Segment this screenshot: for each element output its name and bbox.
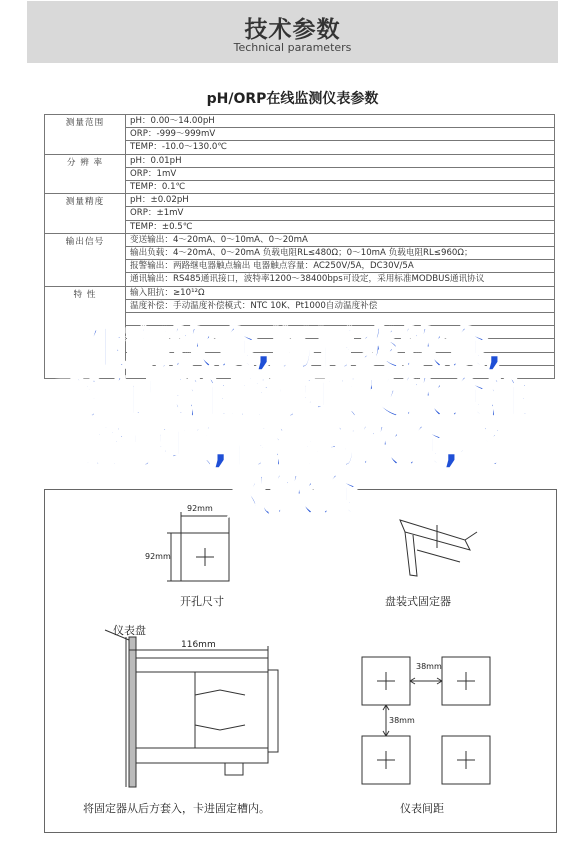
- spec-category: 分 辨 率: [45, 154, 126, 194]
- diagram-drawing: [45, 490, 556, 832]
- spec-category: 测量精度: [45, 194, 126, 234]
- spec-category: 输出信号: [45, 233, 126, 286]
- spec-category: 特 性: [45, 286, 126, 378]
- banner-title: 技术参数: [244, 17, 341, 43]
- overlay-line-2: 高血压注意事项及饮食注: [56, 373, 529, 424]
- spec-row: [45, 194, 555, 207]
- banner-subtitle: Technical parameters: [233, 41, 352, 54]
- spec-category: 测量范围: [45, 115, 126, 155]
- cutout-size-label: 开孔尺寸: [180, 595, 224, 608]
- mount-bracket-label: 盘装式固定器: [385, 595, 451, 608]
- spec-value: 输入阻抗：≥10¹²Ω: [126, 286, 555, 299]
- dim-116: 116mm: [181, 640, 216, 650]
- spec-value: ORP：1mV: [126, 167, 555, 180]
- mounting-bracket-drawing: [400, 520, 477, 576]
- spec-table-title: pH/ORP在线监测仪表参数: [206, 91, 379, 107]
- installation-diagram: [44, 489, 557, 833]
- spec-value: pH：0.01pH: [126, 154, 555, 167]
- installation-note: 将固定器从后方套入，卡进固定槽内。: [83, 802, 270, 815]
- header-banner: [27, 1, 558, 63]
- spec-value: pH：±0.02pH: [126, 194, 555, 207]
- spec-row: [45, 115, 555, 128]
- spacing-grid: [362, 657, 490, 784]
- overlay-line-3: 意事项,胃溃疡饮食,痛: [83, 422, 502, 473]
- dim-38-horizontal: 38mm: [416, 662, 442, 671]
- spec-row: [45, 233, 555, 246]
- spacing-label: 仪表间距: [400, 802, 444, 815]
- spec-value: 输出负载：4～20mA、0～20mA 负载电阻RL≤480Ω；0～10mA 负载电阻RL≤960Ω；: [126, 247, 555, 260]
- spec-value: TEMP：0.1℃: [126, 181, 555, 194]
- spec-row: [45, 286, 555, 299]
- spec-value: ORP：-999～999mV: [126, 128, 555, 141]
- dim-92-width: 92mm: [187, 504, 213, 513]
- spec-value: 温度补偿：手动温度补偿模式：NTC 10K、Pt1000自动温度补偿: [126, 299, 555, 312]
- dim-92-height: 92mm: [145, 552, 171, 561]
- spec-value: 通讯输出：RS485通讯接口，波特率1200～38400bps可设定，采用标准MODBUS通讯协议: [126, 273, 555, 286]
- spec-value: 变送输出：4～20mA、0～10mA、0～20mA: [126, 233, 555, 246]
- overlay-line-1: 生酮饮食,肠胃炎饮食,: [83, 324, 502, 375]
- spec-value: TEMP：-10.0～130.0℃: [126, 141, 555, 154]
- spec-value: 报警输出：两路继电器触点输出 电器触点容量：AC250V/5A，DC30V/5A: [126, 260, 555, 273]
- panel-label: 仪表盘: [113, 624, 146, 637]
- spec-value: pH：0.00～14.00pH: [126, 115, 555, 128]
- watermark-overlay-text: [0, 325, 585, 521]
- spec-row: [45, 154, 555, 167]
- spec-value: ORP：±1mV: [126, 207, 555, 220]
- spec-value: TEMP：±0.5℃: [126, 220, 555, 233]
- dim-38-vertical: 38mm: [389, 716, 415, 725]
- overlay-line-4: 风饮食: [228, 471, 357, 522]
- panel-side-view: [105, 630, 278, 787]
